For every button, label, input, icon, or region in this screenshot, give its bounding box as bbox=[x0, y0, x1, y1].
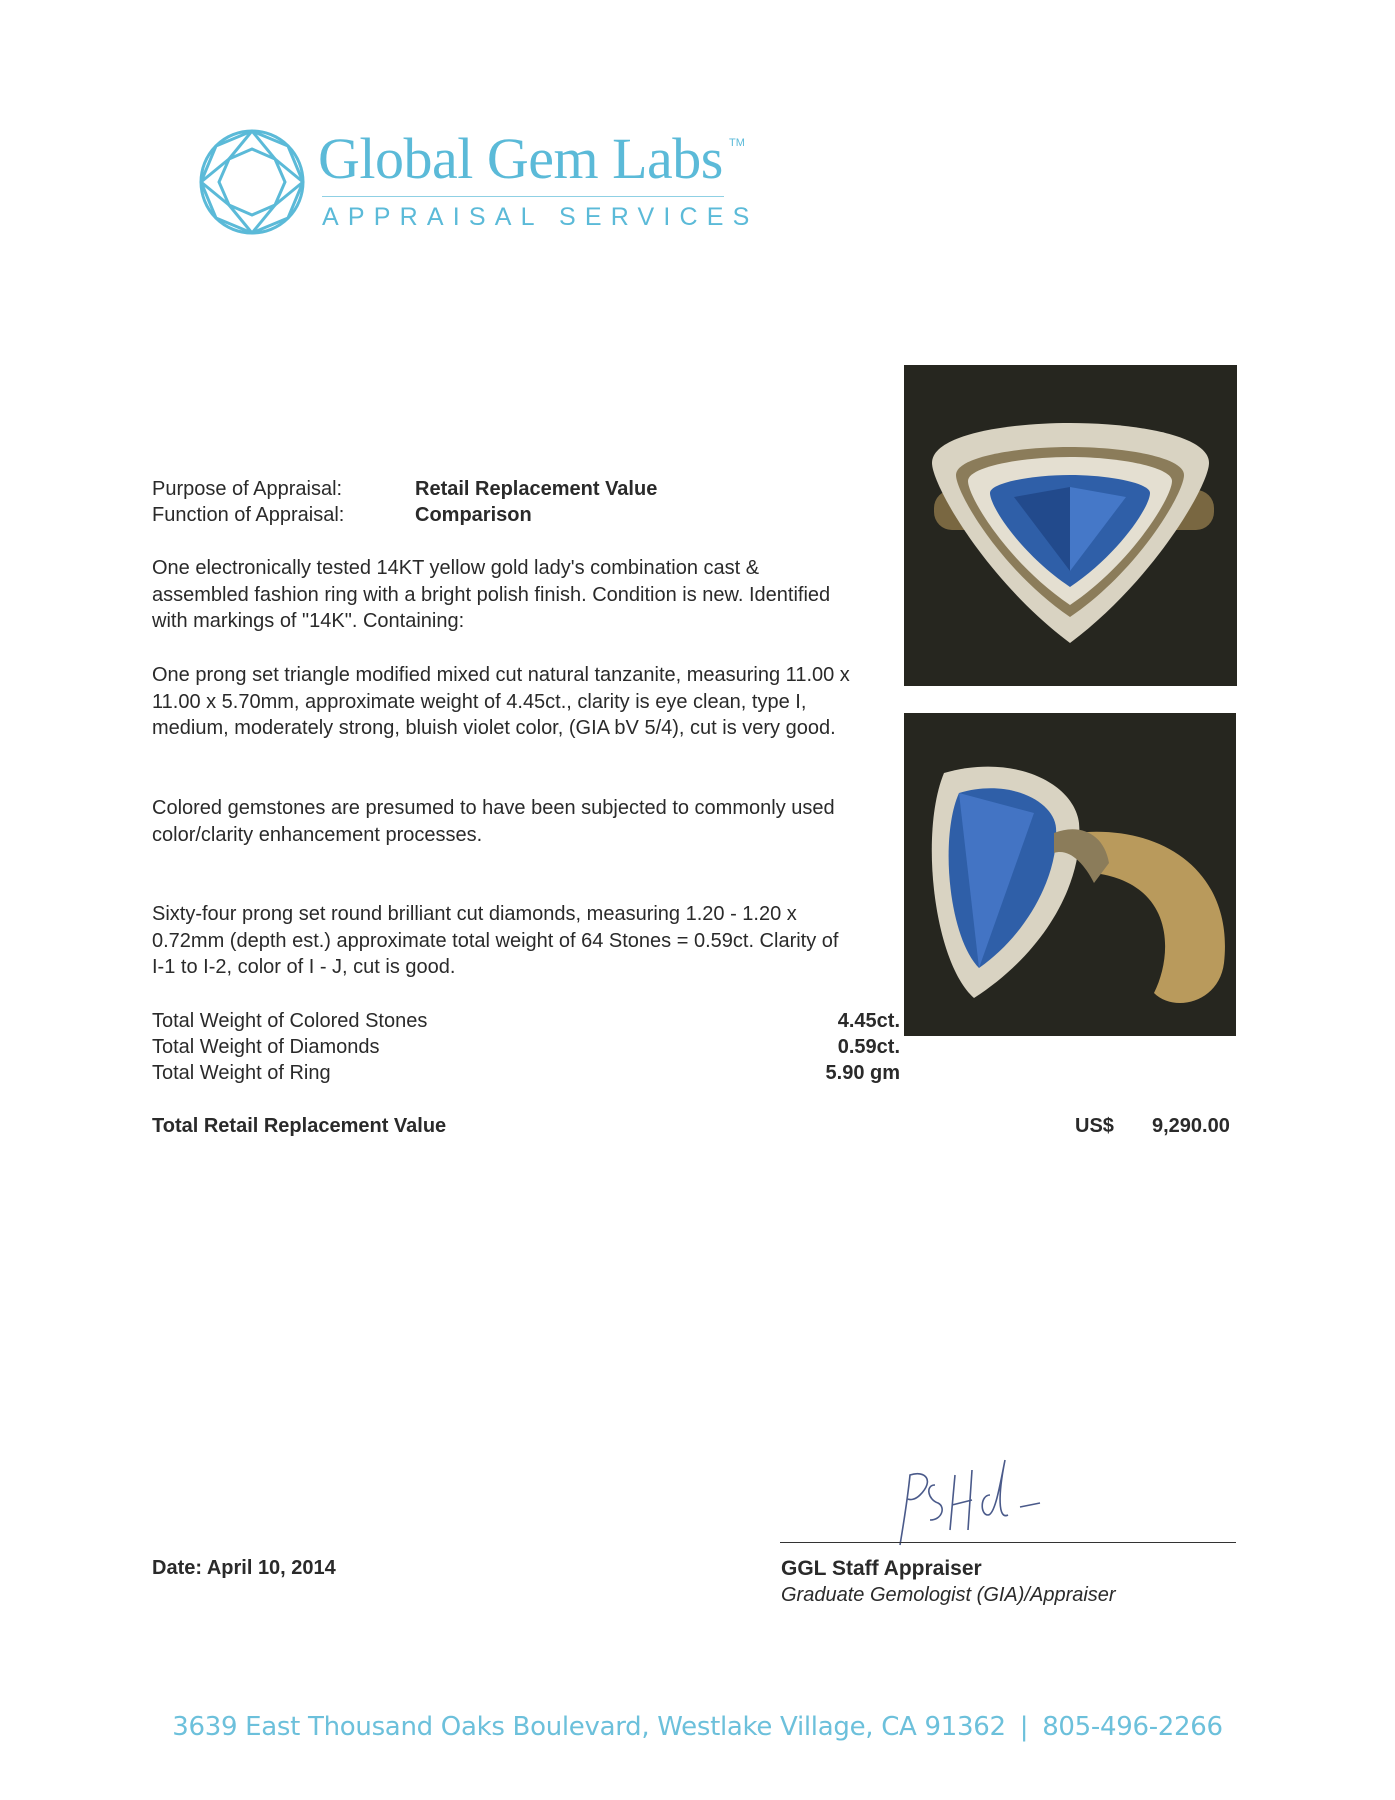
total-amount: 9,290.00 bbox=[1152, 1115, 1230, 1137]
ring-side-view-image bbox=[904, 713, 1236, 1036]
signature-line bbox=[780, 1542, 1236, 1543]
diamonds-description: Sixty-four prong set round brilliant cut diamonds, measuring 1.20 - 1.20 x 0.72mm (depth est.) approximate total weight of 64 Stones = 0.59ct. Clarity of I-1 to I-2, color of I - J, cut is good. bbox=[152, 903, 839, 978]
appraiser-signature bbox=[880, 1455, 1070, 1555]
brand-subtitle: APPRAISAL SERVICES bbox=[322, 203, 759, 231]
appraiser-name: GGL Staff Appraiser bbox=[781, 1557, 982, 1580]
ring-photo-side bbox=[904, 713, 1236, 1036]
purpose-value: Retail Replacement Value bbox=[415, 478, 658, 500]
function-value: Comparison bbox=[415, 504, 532, 526]
footer-address: 3639 East Thousand Oaks Boulevard, Westlake Village, CA 91362 bbox=[172, 1712, 1006, 1742]
weight-row bbox=[152, 1034, 900, 1060]
trademark: TM bbox=[729, 137, 745, 149]
purpose-label: Purpose of Appraisal: bbox=[152, 478, 343, 500]
tanzanite-description: One prong set triangle modified mixed cut natural tanzanite, measuring 11.00 x 11.00 x 5.70mm, approximate weight of 4.45ct., clarity is eye clean, type I, medium, moderately strong, bluish violet color, (GIA bV 5/4), cut is very good. bbox=[152, 664, 850, 739]
total-label: Total Retail Replacement Value bbox=[152, 1115, 447, 1137]
appraiser-title: Graduate Gemologist (GIA)/Appraiser bbox=[781, 1584, 1116, 1606]
weight-label: Total Weight of Diamonds bbox=[152, 1036, 380, 1058]
function-label: Function of Appraisal: bbox=[152, 504, 345, 526]
footer-separator: | bbox=[1019, 1712, 1029, 1742]
ring-photo-top bbox=[904, 365, 1237, 686]
footer-phone: 805-496-2266 bbox=[1042, 1712, 1223, 1742]
treatment-note: Colored gemstones are presumed to have been subjected to commonly used color/clarity enhancement processes. bbox=[152, 797, 835, 846]
ring-top-view-image bbox=[904, 365, 1237, 686]
weight-label: Total Weight of Ring bbox=[152, 1062, 331, 1084]
weight-value: 5.90 gm bbox=[825, 1062, 900, 1084]
brand-name: Global Gem Labs bbox=[318, 126, 723, 191]
appraisal-date: Date: April 10, 2014 bbox=[152, 1557, 336, 1579]
weight-row bbox=[152, 1008, 900, 1034]
weight-value: 4.45ct. bbox=[837, 1010, 900, 1032]
ring-description: One electronically tested 14KT yellow gold lady's combination cast & assembled fashion ring with a bright polish finish. Condition is new. Identified with markings of "14K". Containing: bbox=[152, 557, 831, 632]
gem-logo-icon bbox=[197, 127, 307, 237]
weight-label: Total Weight of Colored Stones bbox=[152, 1010, 428, 1032]
weight-value: 0.59ct. bbox=[837, 1036, 900, 1058]
weight-row bbox=[152, 1060, 900, 1086]
footer-contact bbox=[0, 1712, 1395, 1742]
brand-divider bbox=[322, 196, 724, 197]
total-currency: US$ bbox=[1075, 1115, 1114, 1137]
